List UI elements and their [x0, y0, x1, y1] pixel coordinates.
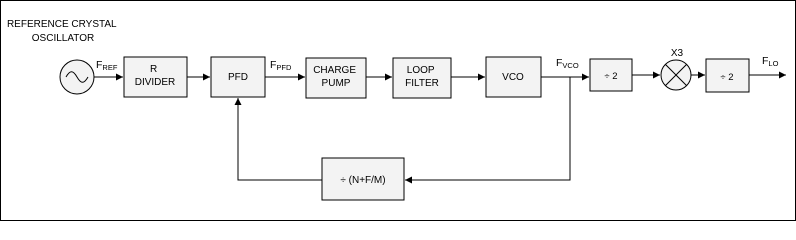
svg-text:LOOP FILTER: LOOP FILTER: [405, 65, 439, 89]
svg-text:PFD: PFD: [228, 72, 248, 83]
r-divider-block: [124, 57, 187, 97]
svg-text:CHARGE PUMP: CHARGE PUMP: [313, 65, 357, 89]
multiplier-x3-symbol: [661, 60, 691, 90]
source-title-line-1: REFERENCE CRYSTAL: [6, 19, 117, 30]
fvco-label: FVCO: [556, 57, 579, 70]
multiplier-label: X3: [670, 48, 684, 59]
oscillator-symbol: [60, 60, 94, 94]
svg-text:R DIVIDER: R DIVIDER: [134, 64, 176, 88]
divide-by-2-block-b: [706, 59, 749, 92]
flo-label: FLO: [762, 55, 779, 68]
fpfd-label: FPFD: [270, 59, 292, 72]
svg-text:÷ 2: ÷ 2: [604, 71, 618, 82]
source-title-line-2: OSCILLATOR: [31, 33, 95, 44]
fref-label: FREF: [96, 59, 118, 72]
pfd-block: [211, 57, 265, 97]
divide-by-2-block-a: [590, 59, 632, 91]
svg-text:VCO: VCO: [502, 72, 524, 83]
charge-pump-block: [306, 58, 366, 98]
vco-block: [486, 57, 541, 97]
loop-filter-block: [393, 58, 451, 98]
feedback-divider-block: [322, 158, 404, 200]
svg-text:÷ 2: ÷ 2: [720, 72, 734, 83]
svg-text:÷ (N+F/M): ÷ (N+F/M): [340, 175, 386, 186]
